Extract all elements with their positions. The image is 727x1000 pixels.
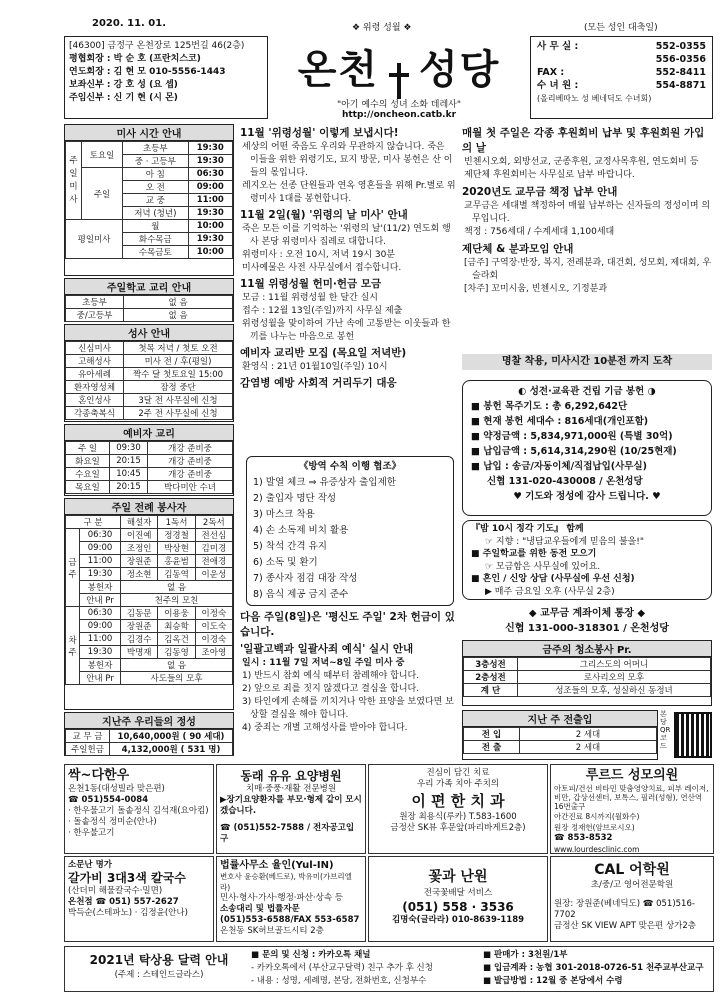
school-info: 주일학교 교리 안내 초등부 없 음 중/고등부 없 음 (64, 278, 234, 322)
website-link[interactable]: http://oncheon.catb.kr (341, 110, 457, 120)
right-articles: 매월 첫 주일은 각종 후원회비 납부 및 후원회원 가입의 날 빈첸시오회, 외방선교, 군종후원, 교정사목후원, 연도회비 등 제단체 후원회비는 사무실로 납부 바랍니다. 2020년도 교무금 책정 납부 안내 교무금은 세대별 책정하여 매월 납부하는 신자들의 정성이며 의무입니다. 책정 : 756세대 / 수계세대 1,100세대 제단체 & 분과모임 안내 [금주] 구역장·반장, 복지, 전례분과, 대건회, 성모회, 제대회, 우슬라회 [차주] 꼬미시움, 빈첸시오, 기정분과 (462, 127, 712, 294)
ad-noodle: 소문난 명가 갈가비 3대3색 칼국수 (산더미 해물칼국수·밀면) 온천점 ☎ 051) 557-2627 박득순(스테파노) · 김정윤(안나) (64, 856, 214, 942)
header-left-info (64, 36, 268, 119)
ad-clinic: 루르드 성모의원 아토피/건선 비타민 맞춤영양치료, 피부 레이저, 비만, 갑상선센터, 보톡스, 필러(성형), 연산역 16번출구 아간진료 8시까지(월화수) 원장 정재헌(암브로시오) ☎ 853-8532 www.lourdesclinic.com (550, 764, 714, 854)
ad-hospital: 동래 유유 요양병원 치매·중풍·재활 전문병원 ▶장기요양환자를 부모·형제 같이 모시겠습니다. ☎ (051)552-7588 / 전자공고입구 (216, 764, 366, 854)
issue-date: 2020. 11. 01. (92, 18, 167, 29)
header-right-contacts: 사 무 실 : 552-0355 556-0356 FAX : 552-8411 수 녀 원 : 554-8871 (올리베따노 성 베네딕도 수녀회) (530, 36, 713, 119)
top-line (62, 18, 712, 34)
ad-academy: CAL 어학원 초/중/고 영어전문학원 원장: 장원준(베네딕도) ☎ 051)516-7702 금정산 SK VIEW APT 맞은편 상가2층 (550, 856, 714, 942)
qr-code-icon[interactable] (674, 712, 712, 758)
parish-title (270, 38, 528, 98)
address: [46300] 금정구 온천장로 125번길 46(2층) (69, 41, 245, 51)
convent-note: (올리베따노 성 베네딕도 수녀회) (537, 94, 652, 103)
quarantine-rules: 《방역 수칙 이행 협조》 1) 발열 체크 ⇒ 유증상자 출입제한 2) 출입자 명단 작성 3) 마스크 착용 4) 손 소독제 비치 활용 5) 착석 간격 유지 6) 소독 및 환기 7) 종사자 점검 대장 작성 8) 음식 제공 금지 준수 (246, 456, 454, 606)
office-phone: 552-0355 (655, 41, 706, 52)
prayer-info: 『밤 10시 정각 기도』 함께 ☞ 지향 : "냉담교우들에게 믿음의 불을!" ■ 주일학교를 위한 동전 모으기 ☞ 모금함은 사무실에 있어요. ■ 혼인 / 신앙 상담 (사무실에 우선 신청) ▶ 매주 금요일 오후 (사무실 2층) (462, 520, 712, 600)
title-sub (270, 100, 528, 120)
fax: 552-8411 (655, 67, 706, 78)
service-roster: 주일 전례 봉사자 구 분 해설자 1독서 2독서 금주 06:30 이진예 정경철 전선심 09:00 조정인 박상현 김미경 11:00 장원준 홍윤범 전애경 19:30 정소현 김동역 이운성 봉헌자 없 음 안내 Pr 천주의 모친 차주 06:30 김동문 이용웅 이정숙 09:00 장원준 최승학 이도숙 11:00 김경수 김옥건 이경숙 19:30 박명재 김동영 조아영 봉헌자 없 음 안내 Pr 사도들의 모후 (64, 498, 234, 710)
mass-schedule (64, 124, 234, 276)
cleaning-duty: 금주의 청소봉사 Pr. 3층성전 그리스도의 어머니 2층성전 로사리오의 모후 계 단 성조들의 모후, 성실하신 동정녀 (462, 640, 712, 706)
yeondo-president: 연도회장 : 김 현 모 010-5556-1443 (69, 67, 226, 77)
title-left: 온천 (297, 47, 379, 93)
mass-table: 주일미사 토요일 초등부 19:30 중 · 고등부 19:30 주일 아 침 06:30 오 전 09:00 교 중 11:00 저녁 (청년) 19:30 평일미사 월 10:00 화수목금 19:30 수목금토 10:00 (65, 141, 233, 259)
mass-title: 미사 시간 안내 (65, 125, 233, 141)
qr-label: 본당QR코드 (660, 710, 671, 750)
middle-articles-2: 다음 주일(8일)은 '평신도 주일' 2차 헌금이 있습니다. '일괄고백과 일괄사죄 예식' 실시 안내 일시 : 11월 7일 저녁~8일 주일 미사 중 1) 반드시 참회 예식 때부터 참례해야 합니다. 2) 앞으로 죄를 짓지 않겠다고 결심을 합니다. 3) 타인에게 손해를 끼치거나 악한 표양을 보였다면 보상할 결심을 해야 합니다. 4) 중죄는 개별 고해성사를 받아야 합니다. (240, 611, 455, 733)
middle-articles: 11월 '위령성월' 이렇게 보냅시다! 세상의 어떤 죽음도 우리와 무관하지 않습니다. 죽은 이들을 위한 위령기도, 묘지 방문, 미사 봉헌은 산 이들의 몫입니다. 레지오는 선종 단원들과 연옥 영혼들을 위해 Pr.별로 위령미사 1대를 봉헌합니다. 11월 2일(월) '위령의 날 미사' 안내 죽은 모든 이를 기억하는 '위령의 날'(11/2) 연도회 행사 본당 위령미사 집례로 대합니다. 위령미사 : 오전 10시, 저녁 19시 30분 미사예물은 사전 사무실에서 접수합니다. 11월 위령성월 헌미·헌금 모금 모금 : 11월 위령성월 한 달간 실시 접수 : 12월 13일(주일)까지 사무실 제출 위령성월을 맞이하여 가난 속에 고통받는 이웃들과 한 끼를 나누는 마음으로 봉헌 예비자 교리반 모집 (목요일 저녁반) 환영식 : 21년 01월10일(주일) 10시 감염병 예방 사회적 거리두기 대응 (240, 127, 456, 389)
ad-flower: 꽃과 난원 전국꽃배달 서비스 (051) 558 · 3536 김명숙(글라라) 010-8639-1189 (368, 856, 548, 942)
pastor: 주임신부 : 신 기 현 (시 몬) (69, 93, 178, 103)
convent-phone: 554-8871 (655, 80, 706, 91)
sacrament-info: 성사 안내 신심미사 첫목 저녁 / 첫토 오전 고해성사 미사 전 / 후(평일) 유아세례 짝수 달 첫토요일 15:00 환자영성체 잠정 중단 혼인성사 3달 전 사무실에 신청 각종축복식 2주 전 사무실에 신청 (64, 324, 234, 422)
assistant-priest: 보좌신부 : 강 호 성 (요 셉) (69, 80, 178, 90)
ad-dental: 진심이 담긴 치료 우리 가족 치아 주치의 이 편 한 치 과 원장 최용식(루카) T.583-1600 금정산 SK뷰 후문앞(파리바게트2층) (368, 764, 548, 854)
council-president: 평협회장 : 박 순 호 (프란치스코) (69, 54, 201, 64)
cross-icon (385, 61, 413, 101)
ad-law: 법률사무소 율인(Yul-IN) 변호사 윤승환(베드로), 박유미(가브리엘라) 민사·형사·가사·행정·파산·상속 등 소송대리 및 법률자문 (051)553-6588/FAX 553-6587 온천동 SK허브골드시티 2층 (216, 856, 366, 942)
offering-summary: 지난주 우리들의 정성 교 무 금 10,640,000원 ( 90 세대) 주일헌금 4,132,000원 ( 531 명) (64, 712, 234, 756)
calendar-notice: 2021년 탁상용 달력 안내 (주제 : 스테인드글라스) ■ 문의 및 신청 : 카카오톡 채널 - 카카오톡에서 (부산교구달력) 친구 추가 후 신청 - 내용 : 성명, 세례명, 본당, 전화번호, 신청부수 ■ 판매가 : 3천원/1부 ■ 입금계좌 : 농협 301-2018-0726-51 천주교부산교구 ■ 발급방법 : 12월 중 본당에서 수령 (64, 946, 714, 992)
feast-note: (모든 성인 대축일) (584, 23, 658, 33)
ad-hanwoo: 싹~다한우 온천1동(대성빌라 맞은편) ☎ 051)554-0084 · 한우물고기 돌솥정식 김석재(요아킴) · 돌솥정식 정미순(안나) · 한우불고기 (64, 764, 214, 854)
building-fund: ◐ 성전·교육관 건립 기금 봉헌 ◑ ■ 봉헌 목주기도 : 총 6,292,642단 ■ 현재 봉헌 세대수 : 816세대(개인포함) ■ 약정금액 : 5,834,971,000원 (특별 30억) ■ 납입금액 : 5,614,314,290원 (10/25현재) ■ 납입 : 송금/자동이체/직접납입(사무실) 신협 131-020-430008 / 온천성당 ♥ 기도와 정성에 감사 드립니다. ♥ (462, 380, 712, 516)
title-right: 성당 (419, 47, 501, 93)
account-info: ◆ 교무금 계좌이체 통장 ◆ 신협 131-000-318301 / 온천성당 (505, 608, 669, 634)
office-phone-2: 556-0356 (655, 54, 706, 65)
notice-bar: 명찰 착용, 미사시간 10분전 까지 도착 (462, 354, 712, 370)
season-label: ❖ 위령 성월 ❖ (352, 23, 412, 33)
transfer-info: 지난 주 전출입 전 입 2 세대 전 출 2 세대 (462, 710, 658, 760)
catechism-info: 예비자 교리 주 일 09:30 개강 준비중 화요일 20:15 개강 준비중 수요일 10:45 개강 준비중 목요일 20:15 박다미안 수녀 (64, 424, 234, 496)
motto: "아기 예수의 성녀 소화 데레사" (336, 100, 462, 110)
